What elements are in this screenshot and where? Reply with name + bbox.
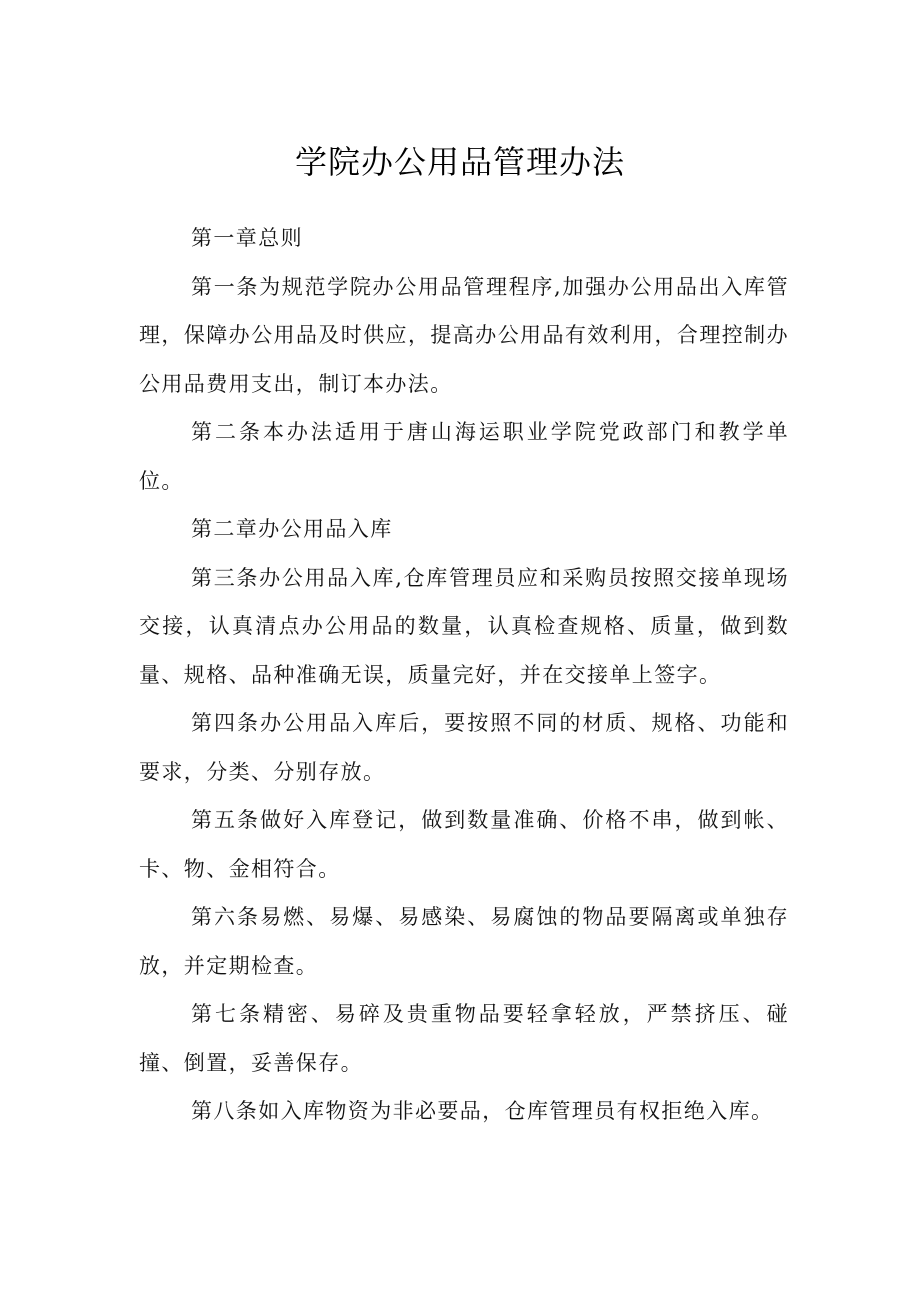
chapter-heading-2: 第二章办公用品入库 xyxy=(191,517,393,541)
article-3: 第三条办公用品入库,仓库管理员应和采购员按照交接单现场交接，认真清点办公用品的数量，认真检查规格、质量，做到数量、规格、品种准确无误，质量完好，并在交接单上签字。 xyxy=(139,565,789,687)
article-8: 第八条如入库物资为非必要品，仓库管理员有权拒绝入库。 xyxy=(191,1099,774,1123)
document-body xyxy=(139,214,789,1136)
document-title: 学院办公用品管理办法 xyxy=(294,143,625,181)
chapter-heading-1: 第一章总则 xyxy=(191,226,303,250)
article-1: 第一条为规范学院办公用品管理程序,加强办公用品出入库管理，保障办公用品及时供应，提高办公用品有效利用，合理控制办公用品费用支出，制订本办法。 xyxy=(139,274,789,396)
article-6: 第六条易燃、易爆、易感染、易腐蚀的物品要隔离或单独存放，并定期检查。 xyxy=(139,905,789,978)
article-5: 第五条做好入库登记，做到数量准确、价格不串，做到帐、卡、物、金相符合。 xyxy=(139,808,789,881)
article-4: 第四条办公用品入库后，要按照不同的材质、规格、功能和要求，分类、分别存放。 xyxy=(139,711,789,784)
article-7: 第七条精密、易碎及贵重物品要轻拿轻放，严禁挤压、碰撞、倒置，妥善保存。 xyxy=(139,1002,789,1075)
article-2: 第二条本办法适用于唐山海运职业学院党政部门和教学单位。 xyxy=(139,420,789,493)
